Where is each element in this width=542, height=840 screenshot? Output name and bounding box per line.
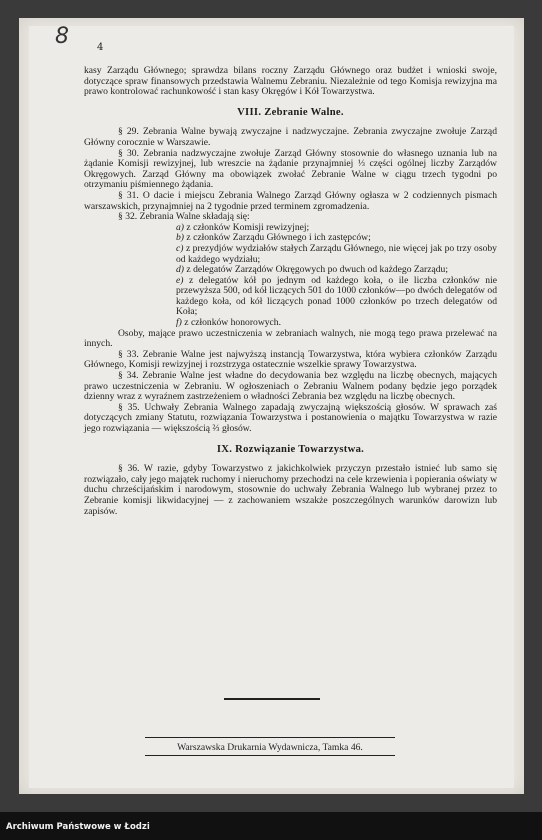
paragraph-32: § 32. Zebrania Walne składają się: — [118, 211, 250, 223]
list-item-label: f) — [176, 317, 182, 329]
archive-label: Archiwum Państwowe w Łodzi — [6, 822, 150, 832]
list-item-text: z prezydjów wydziałów stałych Zarządu Głównego, nie więcej jak po trzy osoby od każdego wydziału; — [176, 242, 497, 265]
paragraph-36: § 36. W razie, gdyby Towarzystwo z jakichkolwiek przyczyn przestało istnieć lub samo się rozwiązało, cały jego majątek ruchomy i nieruchomy przechodzi na cele krzewienia i popierania oświaty w duchu chrześcijańskim i narodowym, stosownie do uchwały Zebrania Walnego lub wybranej przez to Zebranie komisji likwidacyjnej — z zachowaniem wszakże poszczególnych warunków darowizn lub zapisów. — [84, 463, 497, 517]
paragraph-32-note: Osoby, mające prawo uczestniczenia w zebraniach walnych, nie mogą tego prawa przelewać na innych. — [84, 327, 497, 350]
list-item-text: z delegatów Zarządów Okręgowych po dwuch od każdego Zarządu; — [186, 264, 448, 276]
paragraph-30: § 30. Zebrania nadzwyczajne zwołuje Zarząd Główny stosownie do własnego uznania lub na żądanie Komisji rewizyjnej, lub wreszcie na żądanie przynajmniej ⅓ części ogólnej liczby Zarządów Okręgowych. Zarząd Główny ma obowiązek zwołać Zebranie Walne w ciągu trzech tygodni po otrzymaniu piśmiennego żądania. — [84, 147, 497, 191]
page-number: 4 — [97, 42, 104, 53]
list-item-text: z delegatów kół po jednym od każdego koła, o ile liczba członków nie przewyższa 500, od kół liczących 501 do 1000 członków—po dwóch delegatów od każdego koła, od kół liczących ponad 1000 członków po trzech delegatów od Koła; — [176, 274, 497, 318]
list-item-label: d) — [176, 264, 184, 276]
list-item-label: b) — [176, 232, 184, 244]
paragraph-31: § 31. O dacie i miejscu Zebrania Walnego Zarząd Główny ogłasza w 2 codziennych pismach warszawskich, przynajmniej na 2 tygodnie przed terminem zgromadzenia. — [84, 189, 497, 212]
list-item-label: a) — [176, 221, 184, 233]
printer-imprint: Warszawska Drukarnia Wydawnicza, Tamka 46. — [177, 742, 363, 753]
paragraph-33: § 33. Zebranie Walne jest najwyższą instancją Towarzystwa, która wybiera członków Zarządu Głównego, Komisji rewizyjnej i rozstrzyga ostatecznie wszelkie sprawy Towarzystwa. — [84, 348, 497, 371]
document-body — [84, 66, 497, 517]
handwritten-folio-number: 8 — [55, 24, 69, 49]
list-item-label: e) — [176, 274, 184, 286]
list-item-text: z członków Komisji rewizyjnej; — [186, 221, 310, 233]
list-item-text: z członków honorowych. — [184, 317, 281, 329]
section-heading-viii: VIII. Zebranie Walne. — [237, 106, 344, 118]
composition-list — [84, 223, 497, 329]
paragraph-29: § 29. Zebrania Walne bywają zwyczajne i nadzwyczajne. Zebrania zwyczajne zwołuje Zarząd Główny corocznie w Warszawie. — [84, 126, 497, 148]
list-item — [84, 276, 497, 318]
printer-rule-bottom — [145, 755, 395, 756]
list-item-label: c) — [176, 242, 184, 254]
paragraph-35: § 35. Uchwały Zebrania Walnego zapadają zwyczajną większością głosów. W sprawach zaś dotyczących zmiany Statutu, rozwiązania Towarzystwa i postanowienia o majątku Towarzystwa w razie jego rozwiązania — większością ⅔ głosów. — [84, 401, 497, 434]
printer-rule-top — [145, 737, 395, 738]
section-heading-ix: IX. Rozwiązanie Towarzystwa. — [216, 443, 365, 455]
list-item-text: z członków Zarządu Głównego i ich zastępców; — [186, 232, 371, 244]
list-item — [84, 244, 497, 265]
closing-rule — [224, 698, 320, 700]
paragraph-34: § 34. Zebranie Walne jest władne do decydowania bez względu na liczbę obecnych, mających prawo uczestniczenia w Zebraniu. W ogłoszeniach o Zebraniu Walnem podany będzie jego porządek dzienny wraz z wyraźnem zastrzeżeniem o władności Zebrania bez względu na liczbę obecnych. — [84, 370, 497, 403]
paragraph-continuation: kasy Zarządu Głównego; sprawdza bilans roczny Zarządu Głównego oraz budżet i wnioski swoje, dotyczące spraw finansowych przedstawia Walnemu Zebraniu. Niezależnie od tego Komisja rewizyjna ma prawo kontrolować rachunkowość i stan kasy Okręgów i Kół Towarzystwa. — [84, 65, 497, 98]
